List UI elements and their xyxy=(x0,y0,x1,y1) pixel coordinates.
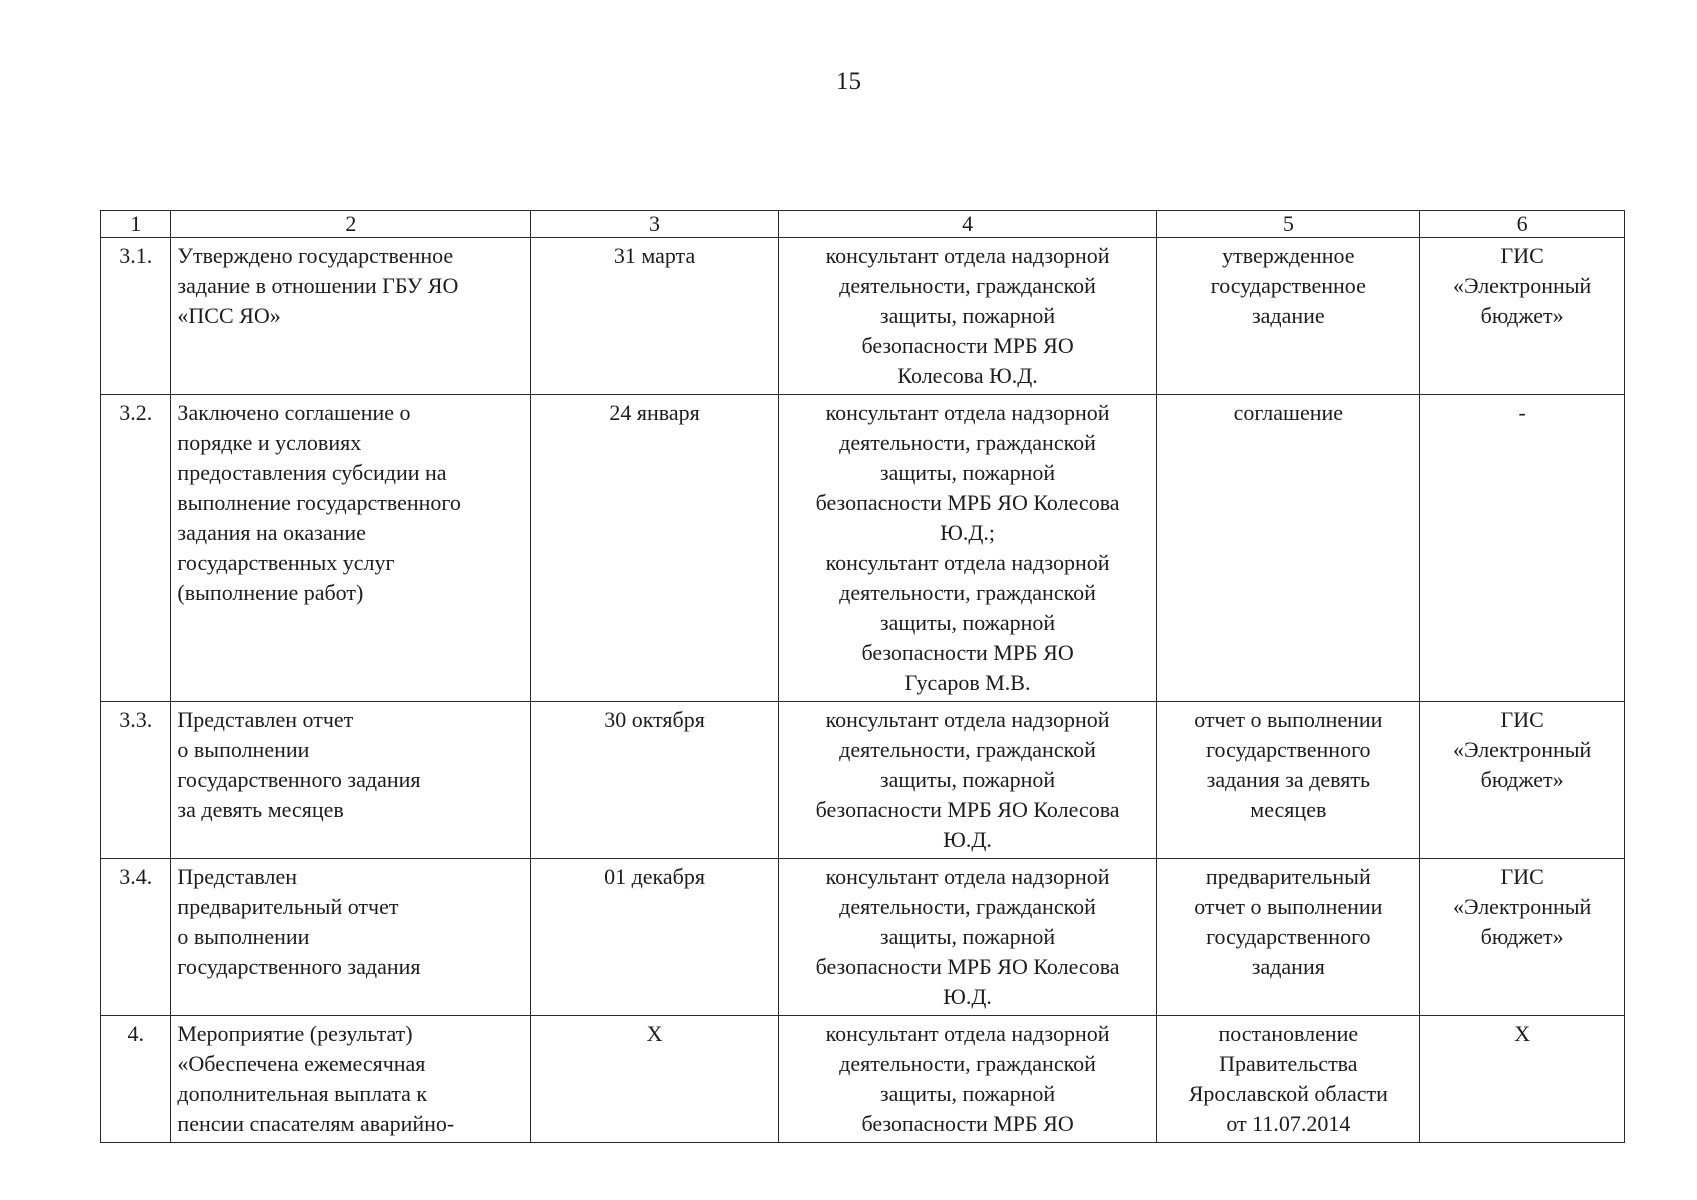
row-system: ГИС «Электронный бюджет» xyxy=(1420,238,1625,395)
row-number: 3.4. xyxy=(101,859,171,1016)
row-responsible: консультант отдела надзорной деятельности, гражданской защиты, пожарной безопасности МРБ ЯО Колесова Ю.Д. xyxy=(778,702,1157,859)
activities-table xyxy=(100,210,1625,1143)
column-number-row xyxy=(101,211,1625,238)
row-responsible: консультант отдела надзорной деятельности, гражданской защиты, пожарной безопасности МРБ ЯО Колесова Ю.Д. xyxy=(778,238,1157,395)
row-document: соглашение xyxy=(1157,395,1420,702)
row-description: Представлен предварительный отчет о выполнении государственного задания xyxy=(171,859,531,1016)
column-header: 5 xyxy=(1157,211,1420,238)
row-description: Заключено соглашение о порядке и условиях предоставления субсидии на выполнение государственного задания на оказание государственных услуг (выполнение работ) xyxy=(171,395,531,702)
column-header: 4 xyxy=(778,211,1157,238)
row-description: Мероприятие (результат) «Обеспечена ежемесячная дополнительная выплата к пенсии спасателям аварийно- xyxy=(171,1016,531,1143)
row-number: 3.2. xyxy=(101,395,171,702)
column-header: 3 xyxy=(531,211,779,238)
row-responsible: консультант отдела надзорной деятельности, гражданской защиты, пожарной безопасности МРБ ЯО Колесова Ю.Д. xyxy=(778,859,1157,1016)
page-number: 15 xyxy=(836,68,861,95)
row-date: 30 октября xyxy=(531,702,779,859)
row-system: ГИС «Электронный бюджет» xyxy=(1420,702,1625,859)
row-responsible: консультант отдела надзорной деятельности, гражданской защиты, пожарной безопасности МРБ ЯО xyxy=(778,1016,1157,1143)
row-system: ГИС «Электронный бюджет» xyxy=(1420,859,1625,1016)
table-row xyxy=(101,395,1625,702)
row-date: Х xyxy=(531,1016,779,1143)
table-row xyxy=(101,702,1625,859)
row-date: 01 декабря xyxy=(531,859,779,1016)
row-document: постановление Правительства Ярославской области от 11.07.2014 xyxy=(1157,1016,1420,1143)
row-document: утвержденное государственное задание xyxy=(1157,238,1420,395)
column-header: 1 xyxy=(101,211,171,238)
row-responsible: консультант отдела надзорной деятельности, гражданской защиты, пожарной безопасности МРБ ЯО Колесова Ю.Д.; консультант отдела надзорной деятельности, гражданской защиты, пожарной безопасности МРБ ЯО Гусаров М.В. xyxy=(778,395,1157,702)
row-system: Х xyxy=(1420,1016,1625,1143)
row-date: 24 января xyxy=(531,395,779,702)
table-row xyxy=(101,859,1625,1016)
row-date: 31 марта xyxy=(531,238,779,395)
row-number: 3.3. xyxy=(101,702,171,859)
row-number: 4. xyxy=(101,1016,171,1143)
row-number: 3.1. xyxy=(101,238,171,395)
row-document: предварительный отчет о выполнении государственного задания xyxy=(1157,859,1420,1016)
column-header: 6 xyxy=(1420,211,1625,238)
column-header: 2 xyxy=(171,211,531,238)
table-row xyxy=(101,238,1625,395)
row-description: Представлен отчет о выполнении государственного задания за девять месяцев xyxy=(171,702,531,859)
row-description: Утверждено государственное задание в отношении ГБУ ЯО «ПСС ЯО» xyxy=(171,238,531,395)
row-document: отчет о выполнении государственного задания за девять месяцев xyxy=(1157,702,1420,859)
table-row xyxy=(101,1016,1625,1143)
row-system: - xyxy=(1420,395,1625,702)
